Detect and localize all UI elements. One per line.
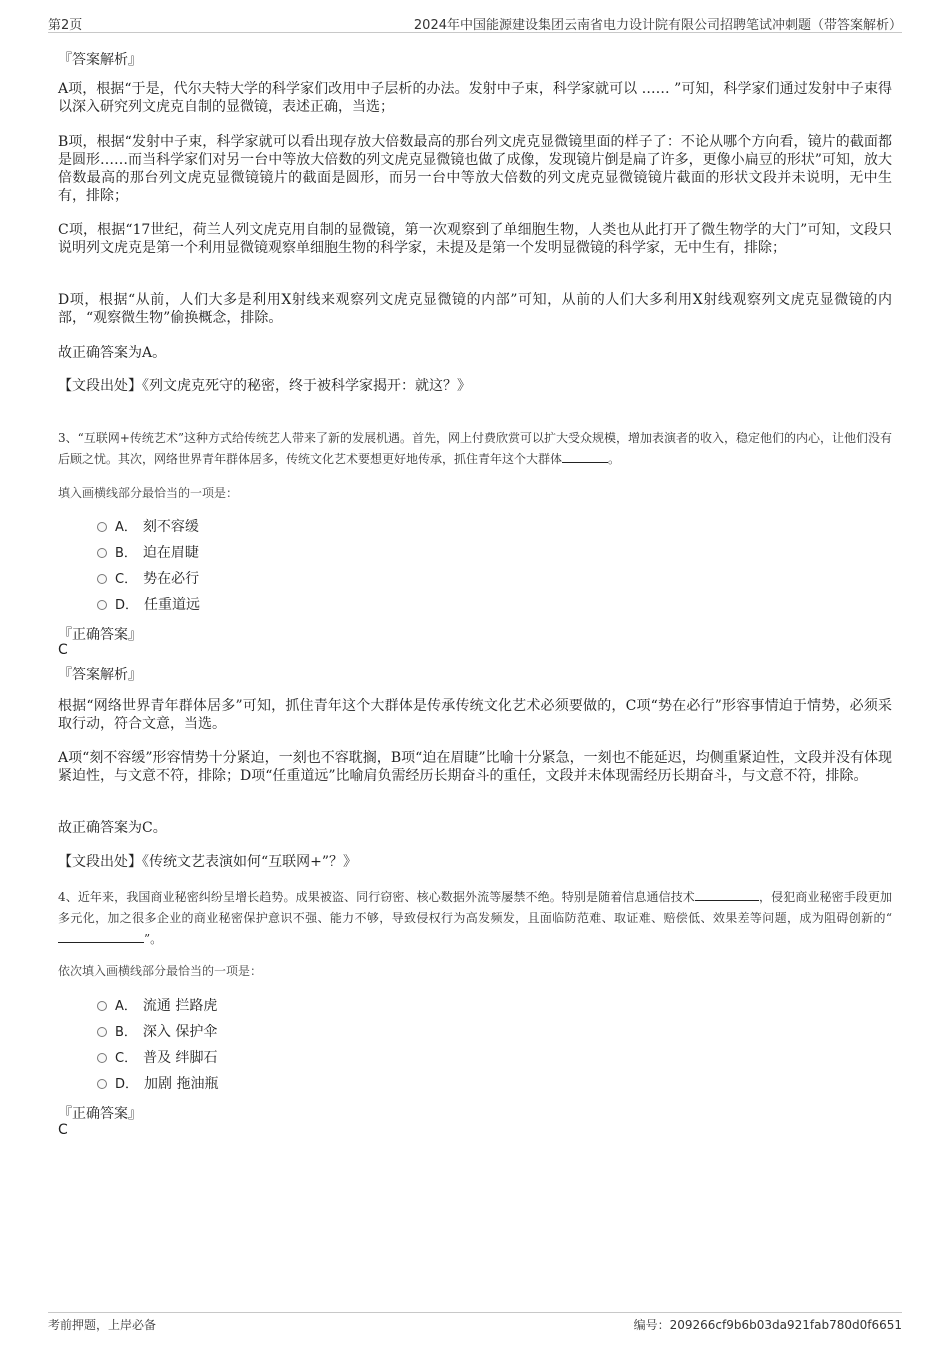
- radio-icon[interactable]: [97, 1079, 107, 1089]
- q3-option-d[interactable]: D． 任重道远: [97, 596, 200, 614]
- q4-instruction: 依次填入画横线部分最恰当的一项是：: [58, 964, 263, 978]
- q2-conclusion: 故正确答案为A。: [58, 345, 167, 361]
- radio-icon[interactable]: [97, 522, 107, 532]
- radio-icon[interactable]: [97, 1053, 107, 1063]
- q2-source: 【文段出处】《列文虎克死守的秘密，终于被科学家揭开：就这？》: [58, 378, 471, 394]
- q4-stem: [58, 887, 892, 950]
- q3-stem-text: 3、“互联网+传统艺术”这种方式给传统艺人带来了新的发展机遇。首先，网上付费欣赏可以扩大受众规模，增加表演者的收入，稳定他们的内心，让他们没有后顾之忧。其次，网络世界青年群体居多，传统文化艺术要想更好地传承，抓住青年这个大群体: [58, 431, 892, 466]
- q4-stem-text-2: ，侵犯商业秘密手段更加多元化，加之很多企业的商业秘密保护意识不强、能力不够，导致侵权行为高发频发，且面临防范难、取证难、赔偿低、效果差等问题，成为阻碍创新的“: [58, 890, 892, 925]
- q3-stem-end: 。: [608, 452, 621, 466]
- page-footer: [48, 1312, 902, 1332]
- footer-slogan: 考前押题，上岸必备: [48, 1318, 157, 1332]
- q2-analysis-para-c: C项，根据“17世纪，荷兰人列文虎克用自制的显微镜，第一次观察到了单细胞生物，人类也从此打开了微生物学的大门”可知，文段只说明列文虎克是第一个利用显微镜观察单细胞生物的科学家，未提及是第一个发明显微镜的科学家，无中生有，排除；: [58, 222, 892, 256]
- q3-option-c[interactable]: C． 势在必行: [97, 570, 199, 588]
- radio-icon[interactable]: [97, 1027, 107, 1037]
- q3-instruction: 填入画横线部分最恰当的一项是：: [58, 486, 239, 500]
- q3-stem: [58, 428, 892, 470]
- q4-answer: C: [58, 1122, 68, 1138]
- q3-blank: [562, 450, 608, 463]
- q4-option-c[interactable]: C． 普及 绊脚石: [97, 1049, 218, 1067]
- q3-answer-label: 『正确答案』: [58, 627, 142, 643]
- radio-icon[interactable]: [97, 1001, 107, 1011]
- radio-icon[interactable]: [97, 548, 107, 558]
- q3-analysis-label: 『答案解析』: [58, 667, 142, 683]
- q3-option-b[interactable]: B． 迫在眉睫: [97, 544, 199, 562]
- document-title: 2024年中国能源建设集团云南省电力设计院有限公司招聘笔试冲刺题（带答案解析）: [413, 18, 902, 33]
- page-number: 第2页: [48, 18, 83, 33]
- q4-stem-end: ”。: [144, 932, 163, 946]
- radio-icon[interactable]: [97, 574, 107, 584]
- q4-blank-2: [58, 930, 144, 943]
- q4-answer-label: 『正确答案』: [58, 1106, 142, 1122]
- q4-option-a[interactable]: A． 流通 拦路虎: [97, 997, 217, 1015]
- q3-conclusion: 故正确答案为C。: [58, 820, 167, 836]
- q3-analysis-para-2: A项“刻不容缓”形容情势十分紧迫，一刻也不容耽搁，B项“迫在眉睫”比喻十分紧急，一刻也不能延迟，均侧重紧迫性，文段并没有体现紧迫性，与文意不符，排除；D项“任重道远”比喻肩负需经历长期奋斗的重任，文段并未体现需经历长期奋斗，与文意不符，排除。: [58, 750, 892, 784]
- q2-analysis-para-b: B项，根据“发射中子束，科学家就可以看出现存放大倍数最高的那台列文虎克显微镜里面的样子了：不论从哪个方向看，镜片的截面都是圆形……而当科学家们对另一台中等放大倍数的列文虎克显微镜也做了成像，发现镜片倒是扁了许多，更像小扁豆的形状”可知，放大倍数最高的那台列文虎克显微镜镜片的截面是圆形，而另一台中等放大倍数的列文虎克显微镜镜片截面的形状文段并未说明，无中生有，排除；: [58, 134, 892, 204]
- q2-analysis-para-a: A项，根据“于是，代尔夫特大学的科学家们改用中子层析的办法。发射中子束，科学家就可以 …… ”可知，科学家们通过发射中子束得以深入研究列文虎克自制的显微镜，表述正确，当选；: [58, 81, 892, 115]
- q3-option-a[interactable]: A． 刻不容缓: [97, 518, 199, 536]
- q4-blank-1: [695, 888, 759, 901]
- q3-analysis-para-1: 根据“网络世界青年群体居多”可知，抓住青年这个大群体是传承传统文化艺术必须要做的，C项“势在必行”形容事情迫于情势，必须采取行动，符合文意，当选。: [58, 698, 892, 732]
- q3-source: 【文段出处】《传统文艺表演如何“互联网+”？》: [58, 854, 358, 870]
- radio-icon[interactable]: [97, 600, 107, 610]
- q4-option-d[interactable]: D． 加剧 拖油瓶: [97, 1075, 218, 1093]
- q3-answer: C: [58, 642, 68, 658]
- footer-code: 编号：209266cf9b6b03da921fab780d0f6651: [633, 1318, 902, 1332]
- q4-stem-text-1: 4、近年来，我国商业秘密纠纷呈增长趋势。成果被盗、同行窃密、核心数据外流等屡禁不绝。特别是随着信息通信技术: [58, 890, 695, 904]
- q2-analysis-para-d: D项，根据“从前，人们大多是利用X射线来观察列文虎克显微镜的内部”可知，从前的人们大多利用X射线观察列文虎克显微镜的内部，“观察微生物”偷换概念，排除。: [58, 292, 892, 326]
- q4-option-b[interactable]: B． 深入 保护伞: [97, 1023, 217, 1041]
- page-header: [48, 14, 902, 33]
- q2-analysis-label: 『答案解析』: [58, 52, 142, 68]
